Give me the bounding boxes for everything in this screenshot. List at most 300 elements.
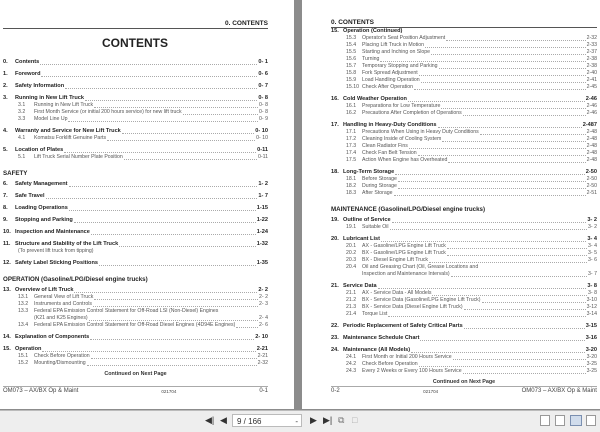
entry-number: 17.4 [346, 150, 357, 156]
toc-entry[interactable] [3, 102, 268, 109]
entry-title: Before Storage [362, 176, 397, 182]
toc-entry[interactable] [331, 271, 597, 278]
entry-page: 2- 10 [255, 334, 268, 340]
toc-entry[interactable] [3, 71, 268, 78]
toc-entry[interactable] [3, 135, 268, 142]
entry-number: 13.4 [18, 322, 29, 328]
page-number-input[interactable] [232, 414, 302, 427]
entry-title: Service Data [343, 283, 377, 289]
entry-page: 2-48 [586, 143, 597, 149]
toc-entry[interactable] [331, 129, 597, 136]
entry-title: First Month Service (or initial 200 hours service) for new lift truck [34, 109, 182, 115]
toc-entry[interactable] [3, 229, 268, 236]
entry-page: 1-32 [256, 241, 268, 247]
entry-page: 3- 7 [588, 271, 597, 277]
toc-entry[interactable] [3, 308, 268, 315]
entry-page: 2-21 [257, 353, 268, 359]
entry-number: 12. [3, 260, 11, 266]
toc-entry[interactable] [331, 42, 597, 49]
entry-number: 13. [3, 287, 11, 293]
entry-page: 3- 2 [587, 217, 597, 223]
entry-page: 2-45 [586, 84, 597, 90]
toc-entry[interactable] [331, 56, 597, 63]
single-page-icon[interactable] [540, 415, 550, 426]
entry-page: 1- 7 [258, 193, 268, 199]
entry-number: 23. [331, 335, 339, 341]
toc-entry[interactable] [331, 217, 597, 224]
entry-page: 1-15 [256, 205, 268, 211]
entry-page: 3-20 [586, 354, 597, 360]
toc-entry[interactable] [3, 248, 268, 255]
entry-title: Check Before Operation [34, 353, 90, 359]
entry-number: 4. [3, 128, 8, 134]
header-rule [3, 28, 268, 29]
toc-entry[interactable] [3, 154, 268, 161]
entry-page: 3-25 [586, 368, 597, 374]
entry-title: Warranty and Service for New Lift Truck [15, 128, 121, 134]
entry-title: After Storage [362, 190, 393, 196]
entry-title: Running in New Lift Truck [34, 102, 94, 108]
toc-entry[interactable] [331, 157, 597, 164]
toc-entry[interactable] [331, 77, 597, 84]
entry-title: OPERATION (Gasoline/LPG/Diesel engine trucks) [3, 276, 148, 283]
toc-entry[interactable] [3, 59, 268, 66]
toc-entry[interactable] [331, 35, 597, 42]
entry-number: 20.1 [346, 243, 357, 249]
entry-title: AX - Gasoline/LPG Engine Lift Truck [362, 243, 446, 249]
entry-page: 2-37 [586, 49, 597, 55]
toc-entry[interactable] [331, 224, 597, 231]
footer-doc-title: OM073 – AX/BX Op & Maint [521, 388, 597, 394]
entry-number: 9. [3, 217, 8, 223]
toc-entry[interactable] [3, 205, 268, 212]
entry-number: 2. [3, 83, 8, 89]
toc-entry[interactable] [331, 122, 597, 129]
dot-leader [421, 82, 586, 83]
toc-entry[interactable] [3, 128, 268, 135]
entry-title: Inspection and Maintenance Intervals) [362, 271, 450, 277]
toc-entry[interactable] [3, 116, 268, 123]
entry-title: (K21 and K25 Engines) [34, 315, 88, 321]
entry-number: 20. [331, 236, 339, 242]
dot-leader [388, 316, 585, 317]
rotate-icon[interactable]: ⧉ [338, 415, 345, 425]
entry-title: Long-Term Storage [343, 169, 395, 175]
toc-entry[interactable] [331, 96, 597, 103]
entry-title: Torque List [362, 311, 388, 317]
toc-entry[interactable] [3, 83, 268, 90]
toc-entry[interactable] [3, 360, 268, 367]
dot-leader [395, 174, 585, 175]
toc-entry[interactable] [331, 250, 597, 257]
entry-page: 2-33 [586, 42, 597, 48]
dot-leader [107, 140, 255, 141]
toc-entry[interactable] [331, 311, 597, 318]
page-title: CONTENTS [102, 36, 168, 50]
entry-page: 2-48 [586, 157, 597, 163]
entry-page: 2- 2 [259, 294, 268, 300]
toc-entry[interactable] [331, 297, 597, 304]
dot-leader [378, 288, 587, 289]
entry-page: 2-46 [586, 110, 597, 116]
toc-entry[interactable] [3, 260, 268, 267]
entry-title: Federal EPA Emission Control Statement for Off-Road Diesel Engines (4D94E Engines) [34, 322, 236, 328]
entry-title: Safe Travel [15, 193, 45, 199]
entry-number: 15. [331, 28, 339, 34]
toc-entry[interactable] [3, 301, 268, 308]
toc-entry[interactable] [331, 323, 597, 330]
entry-number: 15.5 [346, 49, 357, 55]
toc-entry[interactable] [331, 49, 597, 56]
entry-page: 3- 8 [587, 283, 597, 289]
entry-number: 7. [3, 193, 8, 199]
entry-page: 3- 4 [587, 236, 597, 242]
dot-leader [447, 255, 587, 256]
toc-entry[interactable] [3, 322, 268, 329]
dot-leader [42, 351, 255, 352]
entry-title: BX - Service Data (Diesel Engine Lift Truck) [362, 304, 463, 310]
toc-entry[interactable] [331, 290, 597, 297]
page-indicator: 9 / 166 [237, 417, 262, 426]
footer-code: 021704 [161, 389, 177, 394]
entry-page: 3-15 [585, 323, 597, 329]
toc-entry[interactable] [331, 283, 597, 290]
entry-page: 0-11 [258, 154, 268, 160]
entry-title: Action When Engine has Overheated [362, 157, 448, 163]
dot-leader [463, 115, 586, 116]
entry-page: 2-38 [586, 63, 597, 69]
dot-leader [380, 61, 585, 62]
entry-page: 3-12 [586, 304, 597, 310]
entry-title: Oil and Greasing Chart (Oil, Grease Locations and [362, 264, 479, 270]
dot-leader [431, 54, 586, 55]
toc-entry[interactable] [331, 28, 597, 35]
dot-leader [89, 320, 258, 321]
entry-page: 0- 6 [258, 71, 268, 77]
dot-leader [446, 40, 585, 41]
entry-page: 3-25 [586, 361, 597, 367]
entry-page: 1-22 [256, 217, 268, 223]
toc-entry[interactable] [331, 176, 597, 183]
dot-leader [183, 114, 258, 115]
entry-number: 18. [331, 169, 339, 175]
toc-entry[interactable] [331, 84, 597, 91]
entry-number: 18.1 [346, 176, 357, 182]
toc-entry[interactable] [331, 368, 597, 375]
toc-entry[interactable] [331, 257, 597, 264]
entry-number: 5.1 [18, 154, 26, 160]
dot-leader [122, 133, 254, 134]
entry-page: 0- 1 [258, 59, 268, 65]
entry-title: Stopping and Parking [15, 217, 73, 223]
entry-number: 18.3 [346, 190, 357, 196]
entry-title: Placing Lift Truck in Motion [362, 42, 424, 48]
entry-page: 0-11 [257, 147, 268, 153]
fit-icon[interactable]: □ [352, 415, 358, 425]
entry-number: 15. [3, 346, 11, 352]
entry-number: 20.4 [346, 264, 357, 270]
entry-number: 15.6 [346, 56, 357, 62]
entry-title: SAFETY [3, 170, 28, 177]
entry-title: General View of Lift Truck [34, 294, 94, 300]
entry-title: Maintenance Schedule Chart [343, 335, 420, 341]
dot-leader [90, 339, 254, 340]
entry-page: 0- 7 [258, 83, 268, 89]
entry-number: 4.1 [18, 135, 26, 141]
entry-number: 13.1 [18, 294, 29, 300]
entry-title: Operator's Seat Position Adjustment [362, 35, 446, 41]
toc-entry[interactable] [3, 217, 268, 224]
entry-title: Maintenance (All Models) [343, 347, 411, 353]
entry-title: Safety Management [15, 181, 68, 187]
toc-entry[interactable] [331, 150, 597, 157]
viewer-toolbar [0, 410, 600, 432]
dot-leader [64, 152, 256, 153]
entry-title: Contents [15, 59, 40, 65]
footer-doc-title: OM073 – AX/BX Op & Maint [3, 388, 79, 394]
entry-number: 13.2 [18, 301, 29, 307]
continuous-icon[interactable] [555, 415, 565, 426]
entry-number: 15.3 [346, 35, 357, 41]
entry-title: Loading Operations [15, 205, 68, 211]
entry-page: 2-48 [586, 150, 597, 156]
dot-leader [414, 89, 586, 90]
continued-note: Continued on Next Page [432, 379, 496, 385]
toc-entry[interactable] [3, 95, 268, 102]
entry-number: 21.3 [346, 304, 357, 310]
toc-entry[interactable] [3, 334, 268, 341]
entry-number: 15.8 [346, 70, 357, 76]
entry-title: Overview of Lift Truck [15, 287, 74, 293]
dot-leader [381, 241, 586, 242]
entry-page: 2-32 [586, 35, 597, 41]
entry-title: During Storage [362, 183, 397, 189]
entry-number: 0. [3, 59, 8, 65]
entry-number: 15.1 [18, 353, 29, 359]
toc-entry[interactable] [331, 347, 597, 354]
toc-entry[interactable] [331, 63, 597, 70]
entry-page: 3-10 [586, 297, 597, 303]
right-page [302, 0, 600, 409]
footer-rule [331, 386, 597, 387]
toc-entry[interactable] [331, 136, 597, 143]
entry-title: Federal EPA Emission Control Statement for Off-Road LSI (Non-Diesel) Engines [34, 308, 219, 314]
toc-entry[interactable] [3, 294, 268, 301]
dot-leader [482, 302, 586, 303]
entry-page: 2-48 [586, 136, 597, 142]
toc-entry[interactable] [331, 103, 597, 110]
entry-title: Fork Spread Adjustment [362, 70, 418, 76]
dot-leader [93, 306, 258, 307]
entry-page: 3- 5 [588, 250, 597, 256]
toc-list [331, 23, 597, 385]
entry-title: Check Before Operation [362, 361, 418, 367]
dot-leader [94, 299, 258, 300]
entry-title: MAINTENANCE (Gasoline/LPG/Diesel engine trucks) [331, 206, 486, 213]
dot-leader [429, 262, 587, 263]
entry-title: Mounting/Dismounting [34, 360, 86, 366]
entry-page: 0- 8 [258, 95, 268, 101]
entry-number: 19.1 [346, 224, 357, 230]
section-heading [331, 204, 597, 213]
toc-entry[interactable] [331, 236, 597, 243]
previous-page-icon[interactable]: ◀ [220, 415, 227, 425]
toc-entry[interactable] [331, 110, 597, 117]
entry-number: 24. [331, 347, 339, 353]
entry-page: 3- 2 [588, 224, 597, 230]
dot-leader [390, 229, 588, 230]
entry-title: BX - Diesel Engine Lift Truck [362, 257, 429, 263]
toc-entry[interactable] [331, 143, 597, 150]
dropdown-icon[interactable]: - [295, 417, 298, 426]
entry-title: Handling in Heavy-Duty Conditions [343, 122, 437, 128]
dot-leader [69, 210, 256, 211]
dot-leader [119, 246, 256, 247]
dot-leader [69, 186, 258, 187]
toc-entry[interactable] [331, 361, 597, 368]
left-page [0, 0, 294, 409]
entry-number: 21.1 [346, 290, 357, 296]
entry-title: Preparations for Low Temperature [362, 103, 441, 109]
dot-leader [409, 148, 586, 149]
toc-entry[interactable] [3, 147, 268, 154]
footer-rule [3, 386, 268, 387]
dot-leader [394, 195, 586, 196]
two-page-icon[interactable] [570, 415, 582, 426]
entry-number: 21.4 [346, 311, 357, 317]
entry-number: 3.1 [18, 102, 26, 108]
entry-title: Komatsu Forklift Genuine Parts [34, 135, 107, 141]
toc-entry[interactable] [331, 335, 597, 342]
dot-leader [99, 265, 256, 266]
dot-leader [480, 134, 586, 135]
dot-leader [448, 162, 585, 163]
toc-list [3, 54, 268, 377]
entry-number: 16.2 [346, 110, 357, 116]
last-page-icon[interactable]: ▶| [323, 415, 333, 425]
toc-entry[interactable] [331, 243, 597, 250]
entry-page: 2-40 [586, 70, 597, 76]
entry-number: 3.2 [18, 109, 26, 115]
entry-number: 3. [3, 95, 8, 101]
entry-page: 2-487 [582, 122, 597, 128]
entry-page: 3-16 [585, 335, 597, 341]
entry-page: 2- 2 [258, 287, 268, 293]
toc-entry[interactable] [3, 241, 268, 248]
toc-entry[interactable] [331, 70, 597, 77]
entry-number: 13.3 [18, 308, 29, 314]
dot-leader [451, 276, 587, 277]
footer-code: 021704 [423, 389, 439, 394]
toc-entry[interactable] [3, 193, 268, 200]
entry-page: 1- 2 [258, 181, 268, 187]
entry-title: Running in New Lift Truck [15, 95, 84, 101]
entry-title: Check Fan Belt Tension [362, 150, 417, 156]
entry-number: 21. [331, 283, 339, 289]
toc-entry[interactable] [3, 109, 268, 116]
entry-number: 1. [3, 71, 8, 77]
dot-leader [418, 155, 586, 156]
entry-number: 20.2 [346, 250, 357, 256]
entry-page: 2-46 [585, 96, 597, 102]
dot-leader [411, 352, 585, 353]
toc-entry[interactable] [331, 264, 597, 271]
toc-entry[interactable] [3, 287, 268, 294]
entry-title: Periodic Replacement of Safety Critical Parts [343, 323, 463, 329]
entry-page: 3-20 [585, 347, 597, 353]
entry-number: 5. [3, 147, 8, 153]
entry-number: 17.5 [346, 157, 357, 163]
entry-title: Location of Plates [15, 147, 64, 153]
entry-page: 0- 10 [256, 135, 268, 141]
dot-leader [464, 328, 585, 329]
entry-page: 2-21 [256, 346, 268, 352]
entry-title: Every 2 Weeks or Every 100 Hours Service [362, 368, 462, 374]
entry-title: Cold Weather Operation [343, 96, 407, 102]
entry-number: 15.10 [346, 84, 359, 90]
entry-title: Safety Label Sticking Positions [15, 260, 98, 266]
first-page-icon[interactable]: ◀​| [205, 415, 215, 425]
entry-page: 2- 3 [259, 301, 268, 307]
page-header: 0. CONTENTS [225, 20, 268, 27]
next-page-icon[interactable]: ▶ [310, 415, 317, 425]
dot-leader [441, 108, 585, 109]
footer-page-number: 0-2 [331, 388, 340, 394]
entry-title: Starting and Inching on Slope [362, 49, 431, 55]
toc-entry[interactable] [331, 304, 597, 311]
entry-page: 2-41 [586, 77, 597, 83]
entry-title: BX - Gasoline/LPG Engine Lift Truck [362, 250, 446, 256]
dot-leader [41, 76, 257, 77]
dot-leader [447, 248, 587, 249]
page-footer [3, 388, 268, 394]
entry-title: Operation (Continued) [343, 28, 403, 34]
toc-entry[interactable] [3, 181, 268, 188]
entry-title: BX - Service Data (Gasoline/LPG Engine Lift Truck) [362, 297, 481, 303]
toc-entry[interactable] [3, 346, 268, 353]
toc-entry[interactable] [331, 169, 597, 176]
entry-number: 24.1 [346, 354, 357, 360]
page-footer [331, 388, 597, 394]
entry-number: 21.2 [346, 297, 357, 303]
entry-title: Model Line Up [34, 116, 68, 122]
entry-number: 10. [3, 229, 11, 235]
dot-leader [419, 75, 586, 76]
entry-number: 15.9 [346, 77, 357, 83]
toc-entry[interactable] [331, 190, 597, 197]
dot-leader [453, 359, 586, 360]
two-page-continuous-icon[interactable] [586, 415, 596, 426]
entry-page: 3- 6 [588, 257, 597, 263]
dot-leader [40, 64, 257, 65]
entry-page: 0- 9 [259, 116, 268, 122]
toc-entry[interactable] [3, 315, 268, 322]
toc-entry[interactable] [3, 353, 268, 360]
entry-title: (To prevent lift truck from tipping) [18, 248, 94, 254]
entry-title: First Month or Initial 200 Hours Service [362, 354, 452, 360]
entry-number: 20.3 [346, 257, 357, 263]
entry-number: 11. [3, 241, 11, 247]
entry-number: 15.7 [346, 63, 357, 69]
entry-page: 2-48 [586, 129, 597, 135]
toc-entry[interactable] [331, 354, 597, 361]
dot-leader [74, 292, 257, 293]
entry-title: Check After Operation [362, 84, 414, 90]
entry-number: 16. [331, 96, 339, 102]
dot-leader [236, 327, 258, 328]
toc-entry[interactable] [331, 183, 597, 190]
entry-number: 14. [3, 334, 11, 340]
